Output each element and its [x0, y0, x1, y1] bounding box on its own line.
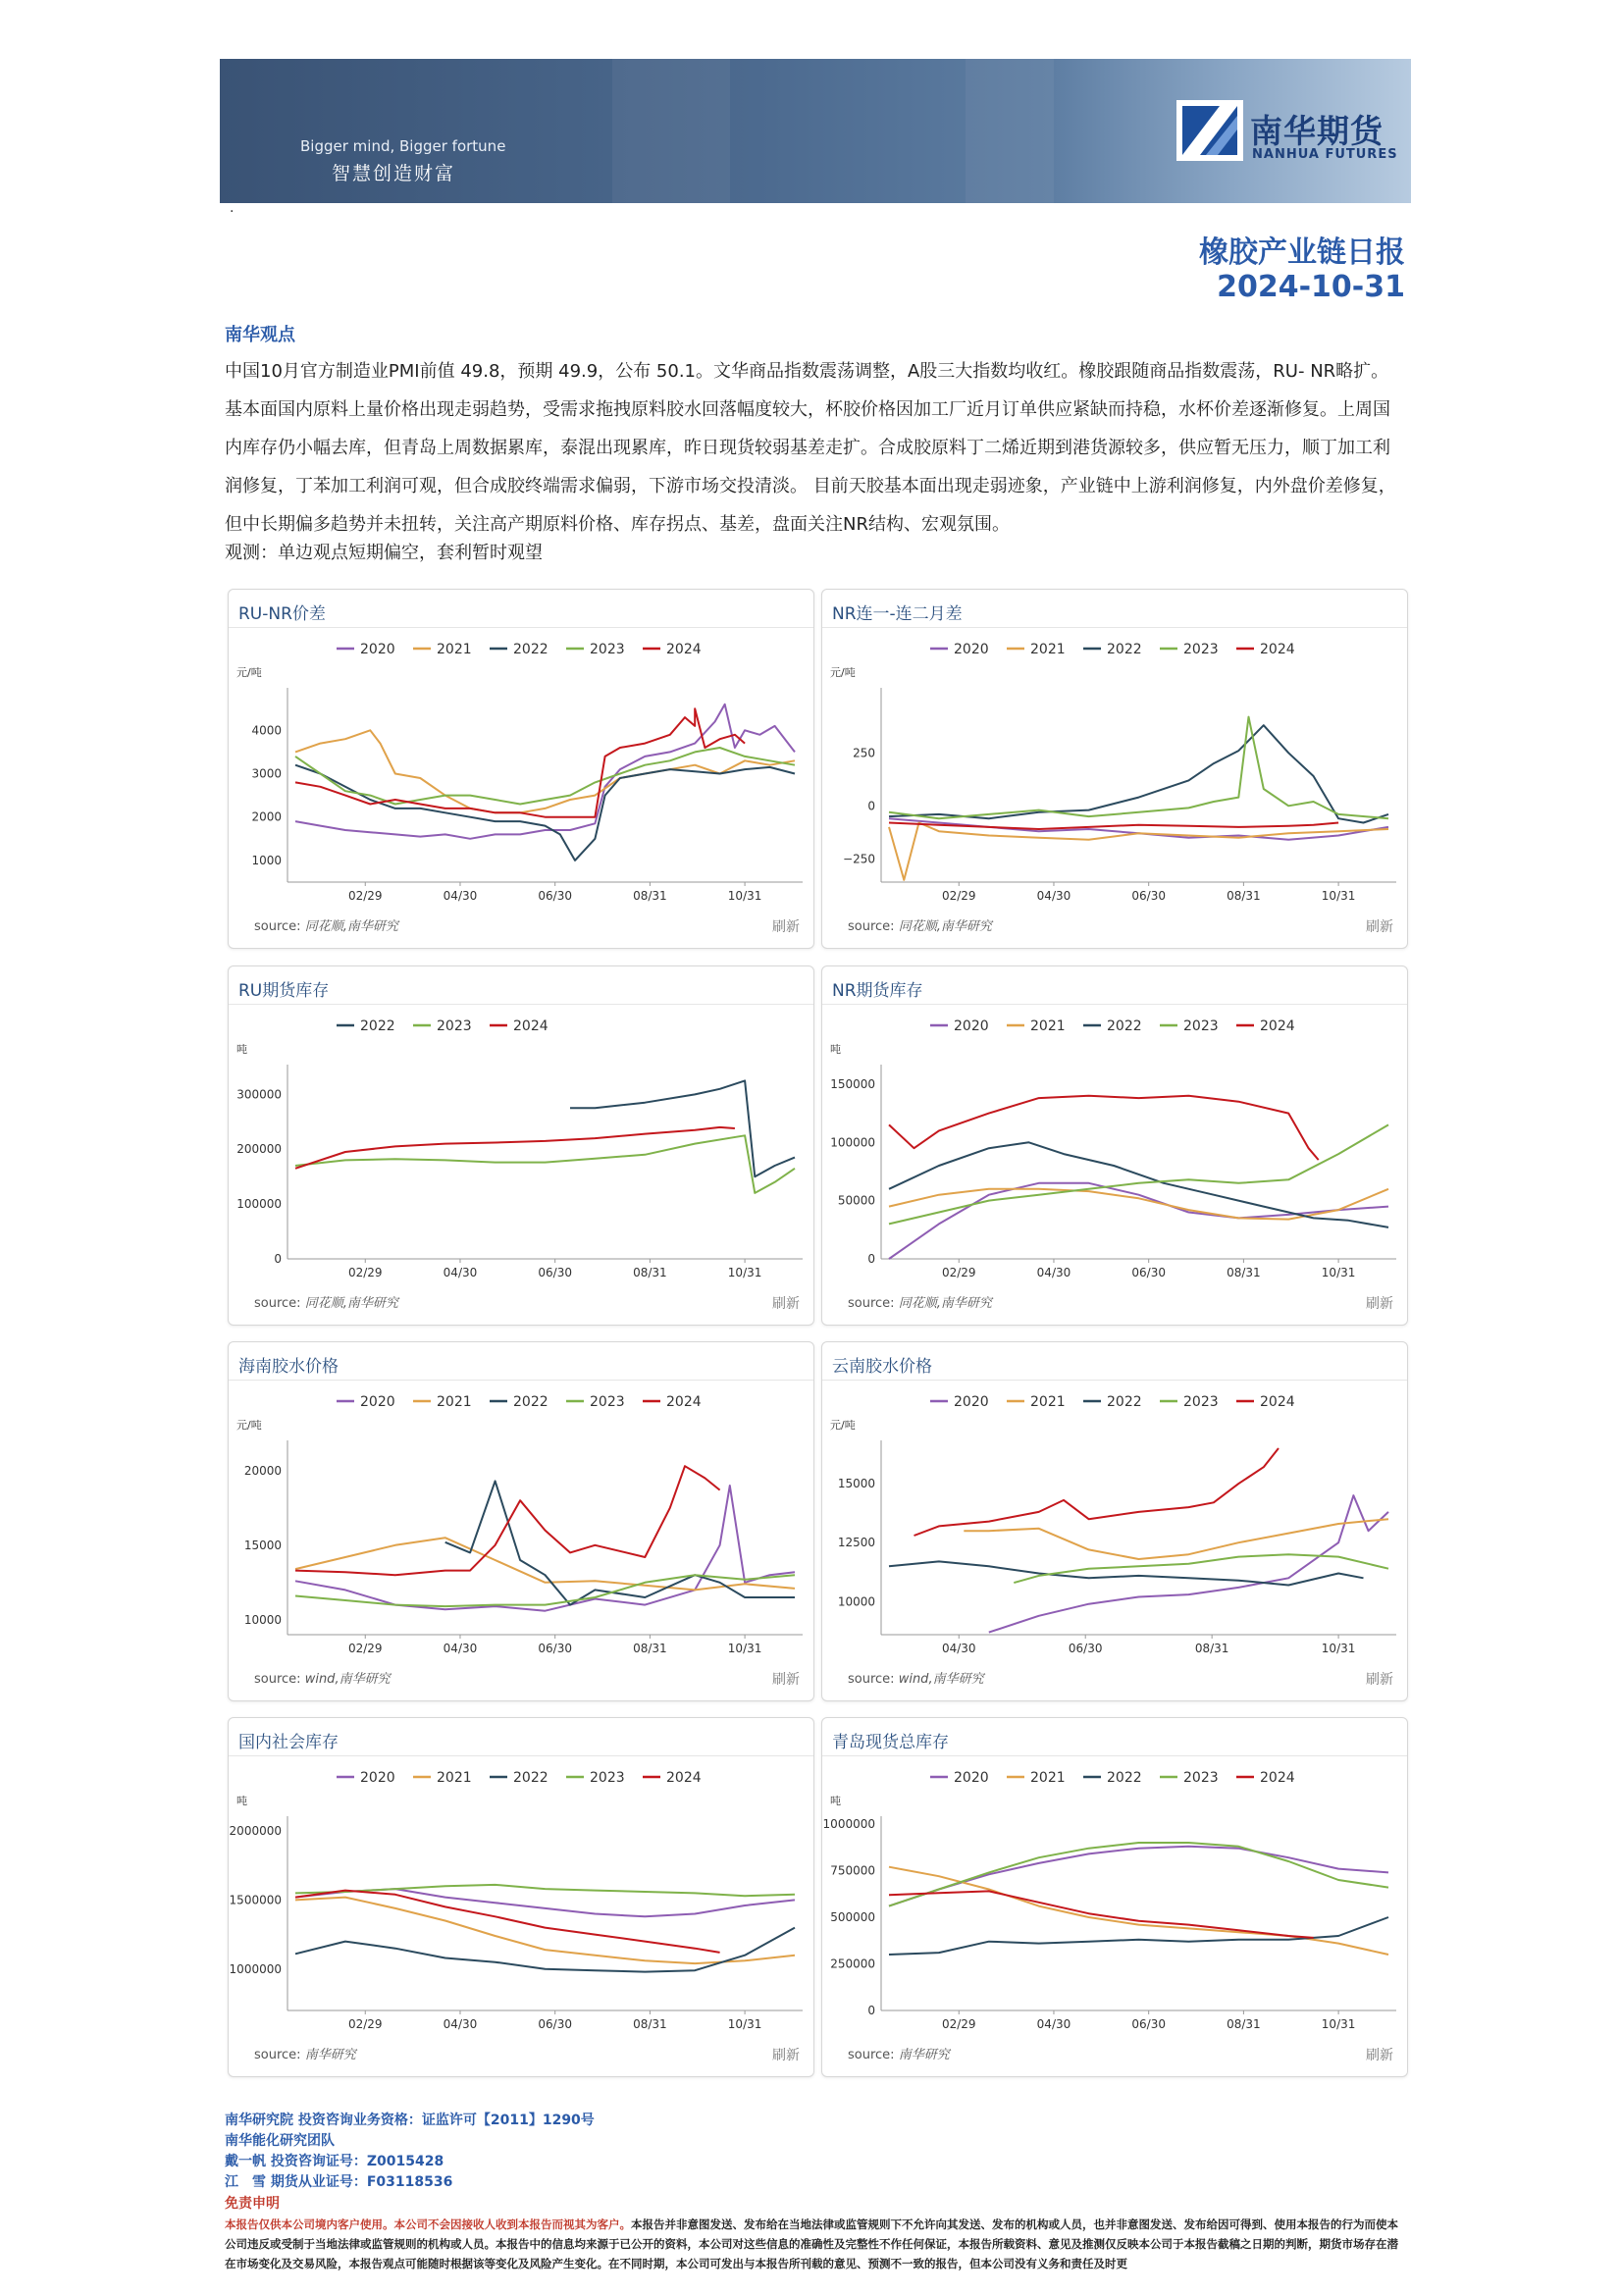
- legend-label: 2024: [666, 1394, 702, 1410]
- chart-title: NR期货库存: [832, 981, 923, 1001]
- series-line-2021: [889, 1189, 1388, 1220]
- series-line-2022: [889, 1917, 1388, 1955]
- series-line-2024: [889, 1096, 1319, 1160]
- series-line-2022: [295, 765, 795, 861]
- chart-title: 海南胶水价格: [238, 1357, 339, 1377]
- view-conclusion: 观测：单边观点短期偏空，套利暂时观望: [225, 543, 543, 563]
- legend-label: 2022: [1107, 1770, 1142, 1786]
- chart-title: NR连一-连二月差: [832, 604, 963, 624]
- x-tick-label: 06/30: [1131, 889, 1166, 903]
- legend-label: 2022: [513, 642, 548, 657]
- y-tick-label: 1000000: [822, 1817, 875, 1831]
- refresh-button[interactable]: 刷新: [1366, 919, 1393, 935]
- legend-label: 2023: [590, 1770, 625, 1786]
- y-tick-label: 0: [867, 799, 875, 813]
- legend-label: 2021: [1030, 1394, 1066, 1410]
- x-tick-label: 02/29: [347, 1642, 383, 1655]
- y-tick-label: 2000: [251, 809, 282, 824]
- x-tick-label: 06/30: [1131, 2017, 1166, 2031]
- legend-item-2021[interactable]: [413, 1770, 472, 1786]
- x-tick-label: 04/30: [1036, 2017, 1071, 2031]
- x-tick-label: 04/30: [941, 1642, 976, 1655]
- x-tick-label: 04/30: [443, 1266, 478, 1279]
- x-tick-label: 08/31: [1227, 889, 1261, 903]
- y-tick-label: −250: [843, 852, 875, 866]
- legend-label: 2023: [590, 1394, 625, 1410]
- legend-item-2023[interactable]: [413, 1018, 472, 1034]
- legend-label: 2021: [437, 1770, 472, 1786]
- legend-item-2022[interactable]: [490, 642, 548, 657]
- x-tick-label: 08/31: [1227, 2017, 1261, 2031]
- x-tick-label: 10/31: [727, 1642, 762, 1655]
- legend-label: 2024: [513, 1018, 548, 1034]
- legend-item-2024[interactable]: [1236, 1770, 1295, 1786]
- x-tick-label: 06/30: [538, 1642, 572, 1655]
- y-tick-label: 300000: [236, 1087, 282, 1102]
- y-tick-label: 10000: [243, 1612, 282, 1627]
- x-tick-label: 02/29: [347, 1266, 383, 1279]
- legend-item-2024[interactable]: [1236, 1018, 1295, 1034]
- y-tick-label: 20000: [243, 1463, 282, 1478]
- series-line-2021: [295, 1898, 795, 1964]
- legend-item-2023[interactable]: [1160, 1394, 1219, 1410]
- y-tick-label: 4000: [251, 723, 282, 738]
- legend-label: 2024: [1260, 1394, 1295, 1410]
- footer-team: 南华能化研究团队: [225, 2133, 335, 2149]
- chart-svg: [229, 1755, 813, 2040]
- chart-card-nr-spread: [821, 589, 1408, 949]
- x-tick-label: 06/30: [1131, 1266, 1166, 1279]
- y-tick-label: 250: [853, 746, 875, 760]
- unit-label: 元/吨: [236, 666, 262, 679]
- x-tick-label: 04/30: [1036, 889, 1071, 903]
- legend-label: 2022: [513, 1394, 548, 1410]
- header-banner: [220, 59, 1411, 203]
- y-tick-label: 3000: [251, 766, 282, 781]
- legend-item-2021[interactable]: [1007, 1394, 1066, 1410]
- footer-license: 南华研究院 投资咨询业务资格：证监许可【2011】1290号: [225, 2113, 595, 2128]
- legend-label: 2022: [513, 1770, 548, 1786]
- report-date: 2024-10-31: [1217, 270, 1405, 304]
- legend-item-2021[interactable]: [1007, 1770, 1066, 1786]
- y-tick-label: 1000000: [229, 1961, 282, 1976]
- chart-card-social-stock: [228, 1717, 814, 2077]
- y-tick-label: 100000: [236, 1197, 282, 1212]
- nanhua-logo-icon: [1176, 100, 1243, 161]
- legend-item-2023[interactable]: [1160, 1018, 1219, 1034]
- x-tick-label: 04/30: [443, 1642, 478, 1655]
- x-tick-label: 02/29: [347, 889, 383, 903]
- unit-label: 吨: [830, 1043, 841, 1056]
- series-line-2023: [889, 1843, 1388, 1906]
- legend-item-2020[interactable]: [930, 1770, 989, 1786]
- chart-svg: [229, 1004, 813, 1288]
- series-line-2020: [889, 1847, 1388, 1906]
- x-tick-label: 06/30: [538, 1266, 572, 1279]
- legend-item-2023[interactable]: [1160, 1770, 1219, 1786]
- legend-item-2020[interactable]: [930, 642, 989, 657]
- chart-card-hainan-latex: [228, 1341, 814, 1701]
- chart-source: source: wind,南华研究: [848, 1672, 984, 1687]
- x-tick-label: 04/30: [443, 2017, 478, 2031]
- series-line-2023: [295, 1575, 795, 1606]
- slogan-cn: 智慧创造财富: [332, 163, 456, 184]
- legend-label: 2024: [1260, 642, 1295, 657]
- legend-label: 2024: [1260, 1770, 1295, 1786]
- legend-item-2024[interactable]: [643, 1394, 702, 1410]
- legend-item-2024[interactable]: [643, 1770, 702, 1786]
- chart-svg: [822, 627, 1407, 912]
- chart-svg: [229, 627, 813, 912]
- x-tick-label: 04/30: [443, 889, 478, 903]
- chart-source: source: 同花顺,南华研究: [254, 1296, 398, 1311]
- footer-analyst-1: 戴一帆 投资咨询证号：Z0015428: [225, 2154, 444, 2169]
- series-line-2020: [295, 1486, 795, 1611]
- legend-item-2024[interactable]: [1236, 642, 1295, 657]
- y-tick-label: 12500: [837, 1536, 875, 1550]
- legend-item-2024[interactable]: [643, 642, 702, 657]
- y-tick-label: 1500000: [229, 1893, 282, 1907]
- y-tick-label: 250000: [830, 1957, 875, 1971]
- legend-item-2021[interactable]: [1007, 1018, 1066, 1034]
- legend-label: 2023: [1183, 1770, 1219, 1786]
- legend-label: 2022: [1107, 1018, 1142, 1034]
- y-tick-label: 2000000: [229, 1824, 282, 1839]
- y-tick-label: 50000: [837, 1193, 875, 1208]
- x-tick-label: 08/31: [633, 1642, 667, 1655]
- x-tick-label: 06/30: [538, 2017, 572, 2031]
- x-tick-label: 04/30: [1036, 1266, 1071, 1279]
- x-tick-label: 02/29: [941, 2017, 976, 2031]
- banner-stripe: [966, 59, 1054, 203]
- legend-label: 2024: [666, 1770, 702, 1786]
- series-line-2024: [914, 1448, 1280, 1536]
- legend-item-2023[interactable]: [566, 1394, 625, 1410]
- series-line-2023: [295, 748, 795, 805]
- legend-item-2022[interactable]: [490, 1394, 548, 1410]
- x-tick-label: 10/31: [727, 2017, 762, 2031]
- legend-label: 2021: [437, 1394, 472, 1410]
- legend-item-2023[interactable]: [1160, 642, 1219, 657]
- series-line-2021: [889, 823, 1388, 880]
- legend-label: 2020: [954, 1770, 989, 1786]
- report-title-text: 橡胶产业链日报: [1199, 235, 1405, 270]
- footer: [225, 2111, 1402, 2273]
- chart-title: 青岛现货总库存: [832, 1733, 949, 1752]
- legend-label: 2021: [1030, 642, 1066, 657]
- legend-label: 2021: [1030, 1018, 1066, 1034]
- legend-item-2024[interactable]: [1236, 1394, 1295, 1410]
- legend-label: 2022: [1107, 1394, 1142, 1410]
- legend-label: 2023: [1183, 1394, 1219, 1410]
- view-paragraph: 中国10月官方制造业PMI前值 49.8，预期 49.9，公布 50.1。文华商品指数震荡调整，A股三大指数均收红。橡胶跟随商品指数震荡，RU- NR略扩。基本面国内原料上量价格出现走弱趋势，受需求拖拽原料胶水回落幅度较大，杯胶价格因加工厂近月订单供应紧缺而持稳，水杯价差逐渐修复。上周国内库存仍小幅去库，但青岛上周数据累库，泰混出现累库，昨日现货较弱基差走扩。合成胶原料丁二烯近期到港货源较多，供应暂无压力，顺丁加工利润修复，丁苯加工利润可观，但合成胶终端需求偏弱，下游市场交投清淡。 目前天胶基本面出现走弱迹象，产业链中上游利润修复，内外盘价差修复，但中长期偏多趋势并未扭转，关注高产期原料价格、库存拐点、基差，盘面关注NR结构、宏观氛围。: [225, 361, 1396, 535]
- series-line-2020: [889, 818, 1388, 840]
- y-tick-label: 1000: [251, 853, 282, 867]
- series-line-2022: [570, 1080, 795, 1176]
- y-tick-label: 0: [274, 1252, 282, 1266]
- y-tick-label: 100000: [830, 1135, 875, 1150]
- disclaimer-text: 本报告仅供本公司境内客户使用。本公司不会因接收人收到本报告而视其为客户。本报告并非意图发送、发布给在当地法律或监管规则下不允许向其发送、发布的机构或人员，也并非意图发送、发布给因可得到、使用本报告的行为而使本公司违反或受制于当地法律或监管规则的机构或人员。本报告中的信息均来源于已公开的资料，本公司对这些信息的准确性及完整性不作任何保证，本报告所载资料、意见及推测仅反映本公司于本报告截稿之日期的判断，期货市场存在潜在市场变化及交易风险，本报告观点可能随时根据该等变化及风险产生变化。在不同时期，本公司可发出与本报告所刊载的意见、预测不一致的报告，但本公司没有义务和责任及时更: [225, 2218, 1398, 2270]
- brand-name-cn: 南华期货: [1250, 112, 1384, 150]
- legend-item-2022[interactable]: [337, 1018, 395, 1034]
- legend-label: 2023: [590, 642, 625, 657]
- refresh-button[interactable]: 刷新: [772, 2048, 800, 2063]
- chart-title: 国内社会库存: [238, 1733, 339, 1752]
- y-tick-label: 750000: [830, 1863, 875, 1878]
- legend-item-2023[interactable]: [566, 1770, 625, 1786]
- legend-label: 2020: [360, 642, 395, 657]
- legend-item-2022[interactable]: [1083, 1770, 1142, 1786]
- chart-source: source: 同花顺,南华研究: [848, 1296, 992, 1311]
- legend-label: 2020: [360, 1770, 395, 1786]
- chart-title: 云南胶水价格: [832, 1357, 932, 1377]
- chart-svg: [822, 1004, 1407, 1288]
- chart-title: RU-NR价差: [238, 604, 326, 624]
- x-tick-label: 06/30: [538, 889, 572, 903]
- chart-card-nr-stock: [821, 965, 1408, 1326]
- x-tick-label: 10/31: [1321, 1642, 1356, 1655]
- x-tick-label: 08/31: [633, 889, 667, 903]
- x-tick-label: 10/31: [1321, 1266, 1356, 1279]
- series-line-2022: [445, 1481, 795, 1604]
- y-tick-label: 150000: [830, 1076, 875, 1091]
- footer-analyst-2: 江 雪 期货从业证号：F03118536: [225, 2174, 453, 2190]
- unit-label: 元/吨: [830, 666, 856, 679]
- x-tick-label: 08/31: [633, 2017, 667, 2031]
- chart-svg: [229, 1380, 813, 1664]
- series-line-2023: [295, 1885, 795, 1896]
- refresh-button[interactable]: 刷新: [772, 1296, 800, 1312]
- legend-item-2020[interactable]: [930, 1018, 989, 1034]
- x-tick-label: 02/29: [941, 1266, 976, 1279]
- chart-card-ru-nr-spread: [228, 589, 814, 949]
- chart-source: source: 南华研究: [254, 2048, 356, 2062]
- separator-dot: ·: [230, 204, 235, 220]
- legend-item-2020[interactable]: [337, 1394, 395, 1410]
- x-tick-label: 10/31: [1321, 889, 1356, 903]
- legend-item-2022[interactable]: [1083, 1394, 1142, 1410]
- chart-source: source: wind,南华研究: [254, 1672, 391, 1687]
- unit-label: 吨: [830, 1795, 841, 1807]
- y-tick-label: 10000: [837, 1594, 875, 1609]
- series-line-2022: [889, 725, 1388, 822]
- chart-source: source: 南华研究: [848, 2048, 950, 2062]
- legend-item-2020[interactable]: [930, 1394, 989, 1410]
- slogan-en: Bigger mind, Bigger fortune: [300, 137, 506, 155]
- legend-label: 2023: [1183, 1018, 1219, 1034]
- legend-label: 2024: [1260, 1018, 1295, 1034]
- legend-item-2023[interactable]: [566, 642, 625, 657]
- legend-item-2022[interactable]: [1083, 1018, 1142, 1034]
- series-line-2020: [295, 704, 795, 839]
- chart-title: RU期货库存: [238, 981, 330, 1001]
- x-tick-label: 08/31: [1194, 1642, 1229, 1655]
- series-line-2020: [889, 1183, 1388, 1259]
- unit-label: 吨: [236, 1043, 247, 1056]
- chart-source: source: 同花顺,南华研究: [254, 919, 398, 934]
- legend-item-2022[interactable]: [1083, 642, 1142, 657]
- series-line-2023: [295, 1135, 795, 1193]
- x-tick-label: 10/31: [1321, 2017, 1356, 2031]
- brand-name-en: NANHUA FUTURES: [1252, 147, 1398, 162]
- x-tick-label: 08/31: [1227, 1266, 1261, 1279]
- banner-stripe: [612, 59, 730, 203]
- x-tick-label: 08/31: [633, 1266, 667, 1279]
- y-tick-label: 15000: [837, 1477, 875, 1491]
- y-tick-label: 15000: [243, 1538, 282, 1552]
- unit-label: 吨: [236, 1795, 247, 1807]
- y-tick-label: 0: [867, 2004, 875, 2017]
- series-line-2022: [889, 1561, 1364, 1585]
- y-tick-label: 200000: [236, 1142, 282, 1157]
- legend-label: 2022: [360, 1018, 395, 1034]
- chart-card-ru-stock: [228, 965, 814, 1326]
- chart-card-qingdao-stock: [821, 1717, 1408, 2077]
- legend-item-2022[interactable]: [490, 1770, 548, 1786]
- legend-label: 2020: [954, 642, 989, 657]
- legend-label: 2021: [437, 642, 472, 657]
- legend-label: 2023: [437, 1018, 472, 1034]
- refresh-button[interactable]: 刷新: [772, 1672, 800, 1688]
- legend-label: 2020: [954, 1018, 989, 1034]
- legend-item-2024[interactable]: [490, 1018, 548, 1034]
- legend-label: 2024: [666, 642, 702, 657]
- view-heading: 南华观点: [225, 325, 295, 345]
- legend-label: 2020: [954, 1394, 989, 1410]
- unit-label: 元/吨: [236, 1419, 262, 1432]
- refresh-button[interactable]: 刷新: [1366, 1296, 1393, 1312]
- refresh-button[interactable]: 刷新: [1366, 2048, 1393, 2063]
- unit-label: 元/吨: [830, 1419, 856, 1432]
- series-line-2024: [889, 1891, 1314, 1938]
- x-tick-label: 02/29: [347, 2017, 383, 2031]
- x-tick-label: 10/31: [727, 1266, 762, 1279]
- chart-svg: [822, 1380, 1407, 1664]
- legend-item-2021[interactable]: [1007, 642, 1066, 657]
- refresh-button[interactable]: 刷新: [772, 919, 800, 935]
- legend-item-2020[interactable]: [337, 1770, 395, 1786]
- legend-item-2021[interactable]: [413, 642, 472, 657]
- legend-label: 2022: [1107, 642, 1142, 657]
- legend-label: 2021: [1030, 1770, 1066, 1786]
- x-tick-label: 02/29: [941, 889, 976, 903]
- chart-card-yunnan-latex: [821, 1341, 1408, 1701]
- x-tick-label: 06/30: [1068, 1642, 1103, 1655]
- y-tick-label: 500000: [830, 1910, 875, 1924]
- y-tick-label: 0: [867, 1252, 875, 1266]
- chart-source: source: 同花顺,南华研究: [848, 919, 992, 934]
- series-line-2024: [295, 708, 745, 816]
- legend-label: 2020: [360, 1394, 395, 1410]
- chart-svg: [822, 1755, 1407, 2040]
- legend-item-2021[interactable]: [413, 1394, 472, 1410]
- series-line-2023: [889, 717, 1388, 819]
- report-title: [1199, 235, 1405, 304]
- disclaimer-heading: 免责申明: [225, 2196, 280, 2212]
- x-tick-label: 10/31: [727, 889, 762, 903]
- legend-label: 2023: [1183, 642, 1219, 657]
- legend-item-2020[interactable]: [337, 642, 395, 657]
- refresh-button[interactable]: 刷新: [1366, 1672, 1393, 1688]
